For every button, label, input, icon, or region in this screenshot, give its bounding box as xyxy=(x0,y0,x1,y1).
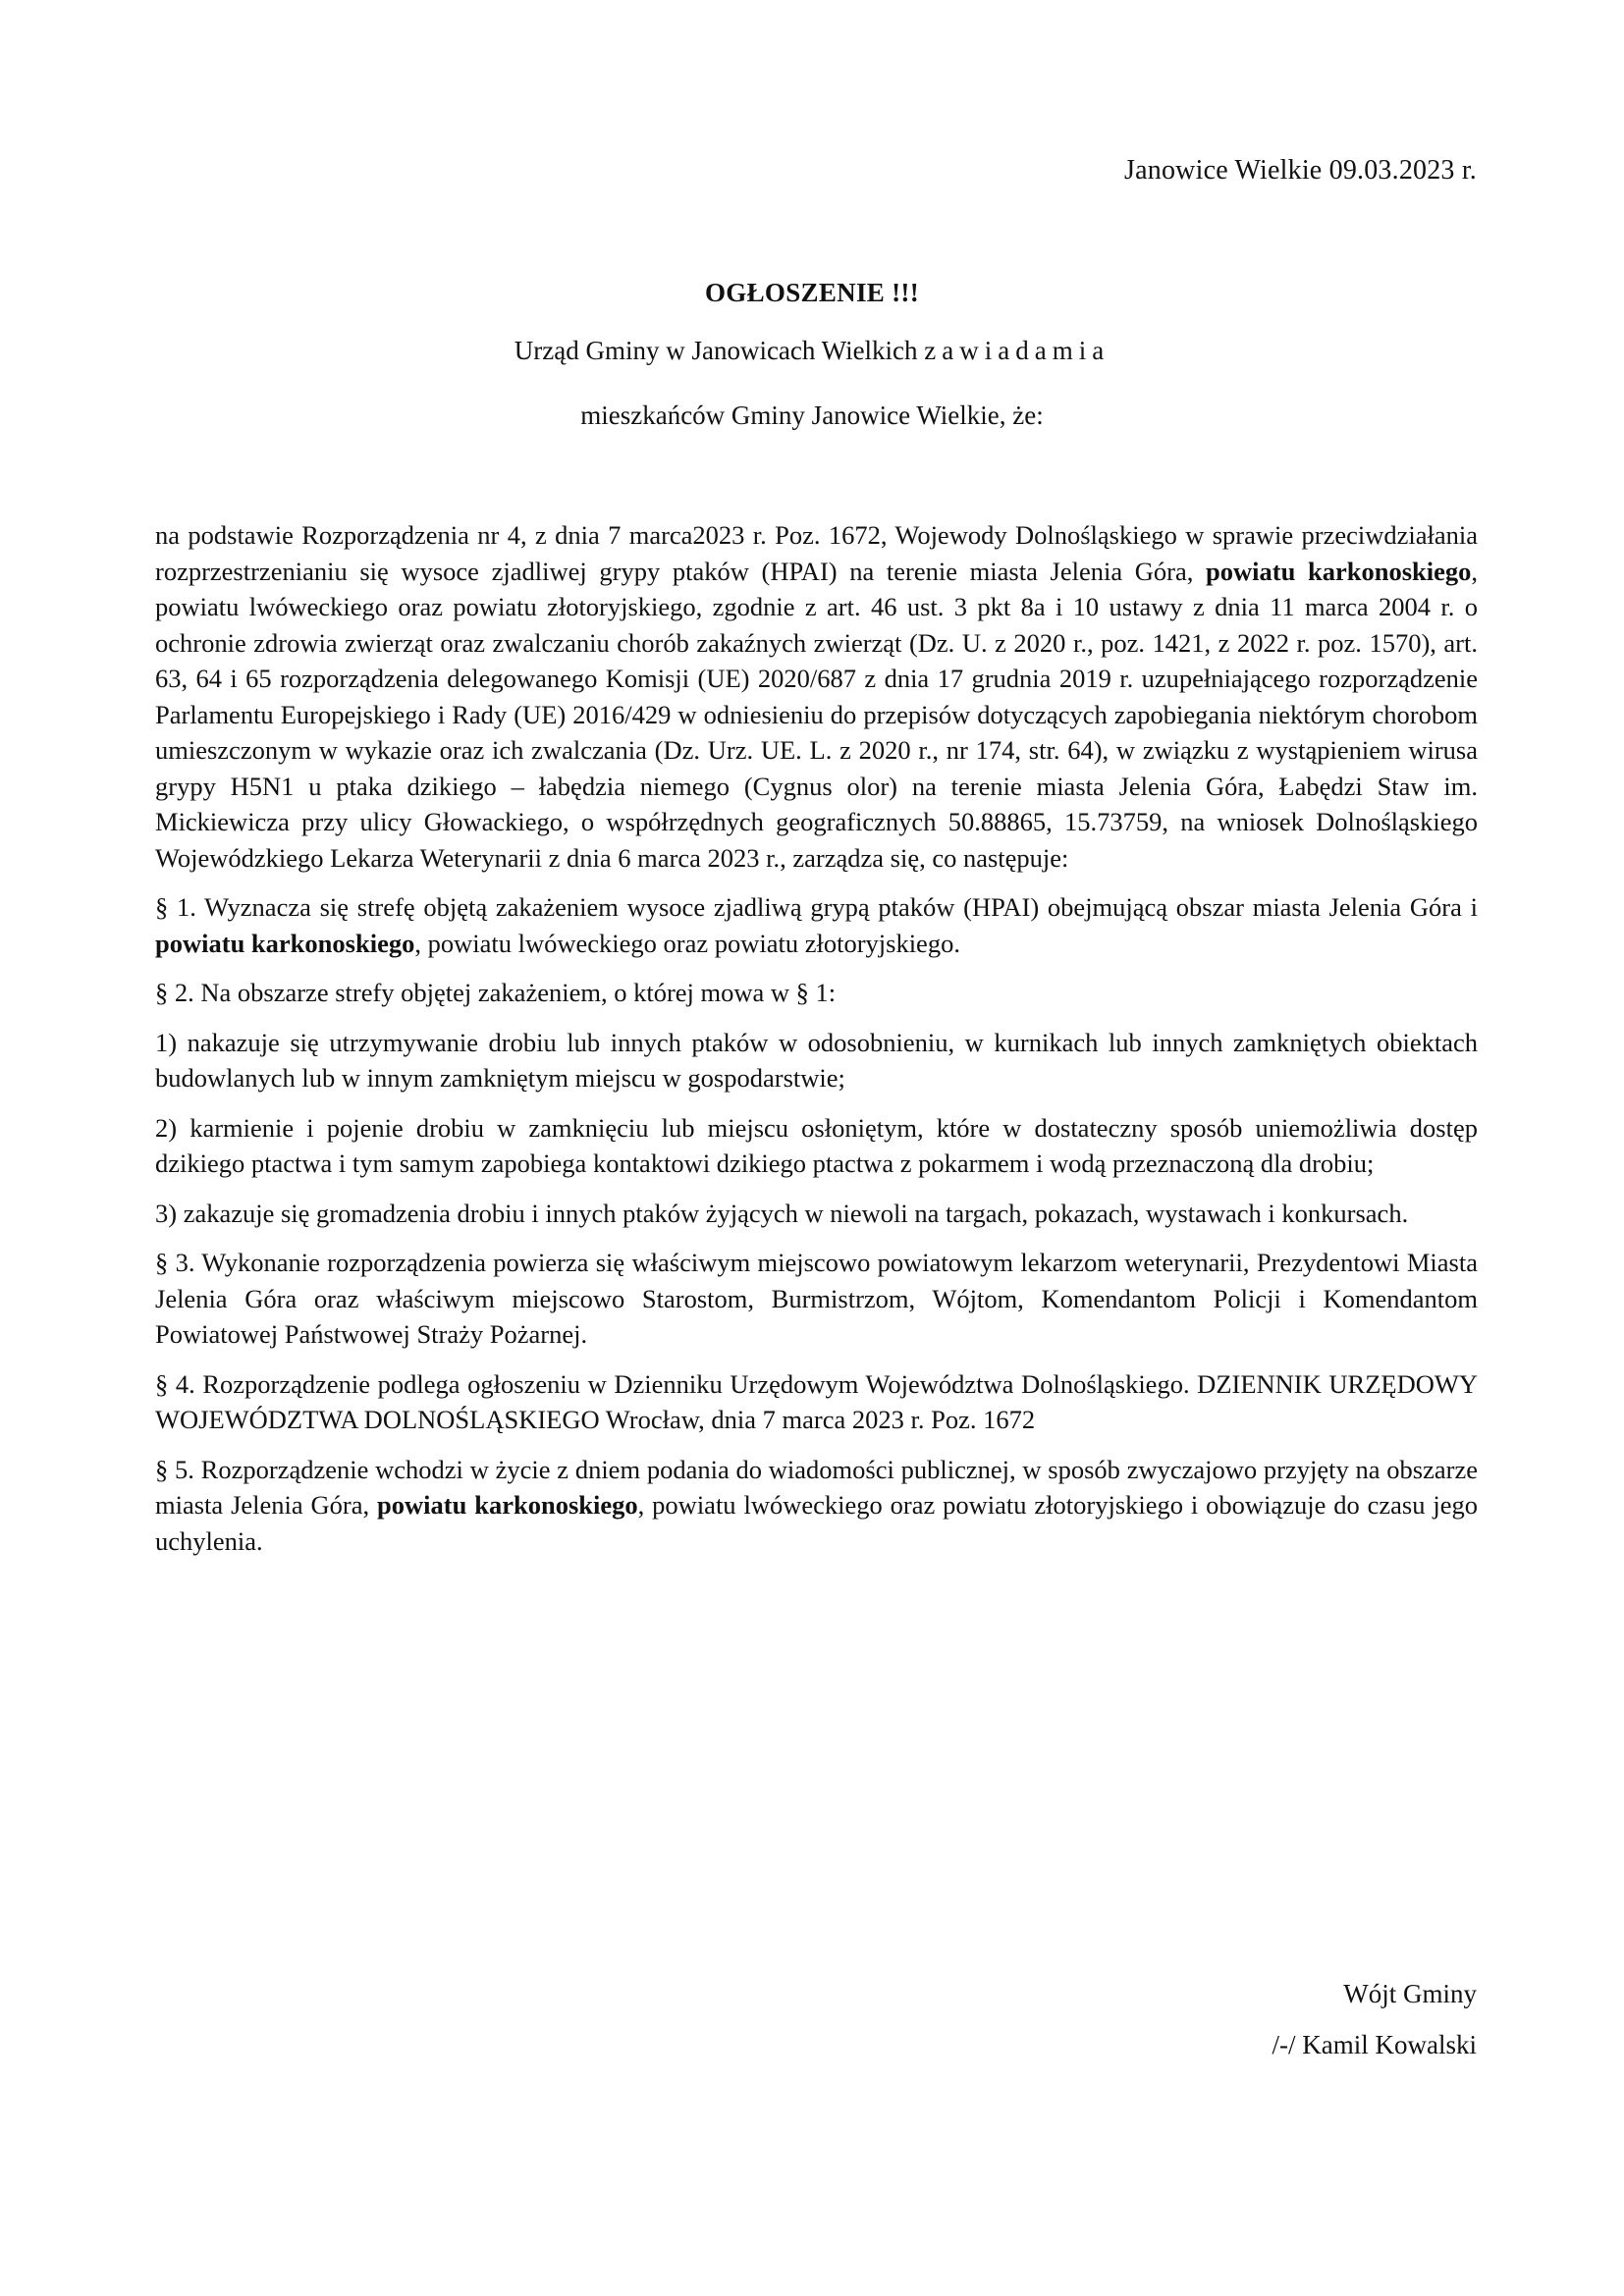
paragraph-1 xyxy=(155,889,1478,961)
paragraph-5-bold-county: powiatu karkonoskiego xyxy=(377,1490,638,1520)
signature-name: /-/ Kamil Kowalski xyxy=(1272,2030,1477,2059)
paragraph-1-text-2: , powiatu lwóweckiego oraz powiatu złotoryjskiego. xyxy=(414,928,960,958)
announcement-title: OGŁOSZENIE !!! xyxy=(705,278,919,307)
intro-text-1: na podstawie Rozporządzenia nr 4, z dnia 7 marca2023 r. Poz. 1672, Wojewody Dolnośląskiego w sprawie przeciwdziałania rozprzestrzenianiu się wysoce zjadliwej grypy ptaków (HPAI) na terenie miasta Jelenia Góra, xyxy=(155,520,1478,586)
addressees-line: mieszkańców Gminy Janowice Wielkie, że: xyxy=(580,400,1044,430)
office-name: Urząd Gminy w Janowicach Wielkich xyxy=(514,336,925,365)
intro-paragraph xyxy=(155,517,1478,876)
paragraph-5-text-2: , powiatu lwóweckiego oraz powiatu złotoryjskiego i obowiązuje do czasu jego uchylenia. xyxy=(155,1490,1478,1556)
paragraph-4: § 4. Rozporządzenie podlega ogłoszeniu w Dzienniku Urzędowym Województwa Dolnośląskiego. DZIENNIK URZĘDOWY WOJEWÓDZTWA DOLNOŚLĄSKIEGO Wrocław, dnia 7 marca 2023 r. Poz. 1672 xyxy=(155,1368,1478,1434)
notifies-word: zawiadamia xyxy=(924,336,1110,365)
paragraph-2: § 2. Na obszarze strefy objętej zakażeniem, o której mowa w § 1: xyxy=(155,978,837,1007)
document-body xyxy=(155,517,1478,1573)
paragraph-1-bold-county: powiatu karkonoskiego xyxy=(155,928,415,958)
list-item-3: 3) zakazuje się gromadzenia drobiu i innych ptaków żyjących w niewoli na targach, pokazach, wystawach i konkursach. xyxy=(155,1198,1409,1228)
intro-bold-county: powiatu karkonoskiego xyxy=(1206,556,1472,586)
announcement-subtitle xyxy=(0,336,1624,366)
list-item-1: 1) nakazuje się utrzymywanie drobiu lub innych ptaków w odosobnieniu, w kurnikach lub innych zamkniętych obiektach budowlanych lub w innym zamkniętym miejscu w gospodarstwie; xyxy=(155,1027,1478,1093)
signature-role: Wójt Gminy xyxy=(1343,1979,1477,2008)
list-item-2: 2) karmienie i pojenie drobiu w zamknięciu lub miejscu osłoniętym, które w dostateczny sposób uniemożliwia dostęp dzikiego ptactwa i tym samym zapobiega kontaktowi dzikiego ptactwa z pokarmem i wodą przeznaczoną dla drobiu; xyxy=(155,1112,1478,1178)
paragraph-5-text-1: § 5. Rozporządzenie wchodzi w życie z dniem podania do wiadomości publicznej, w sposób zwyczajowo przyjęty na obszarze miasta Jelenia Góra, xyxy=(155,1454,1478,1520)
paragraph-1-text-1: § 1. Wyznacza się strefę objętą zakażeniem wysoce zjadliwą grypą ptaków (HPAI) obejmującą obszar miasta Jelenia Góra i xyxy=(155,892,1478,922)
intro-text-2: , powiatu lwóweckiego oraz powiatu złotoryjskiego, zgodnie z art. 46 ust. 3 pkt 8a i 10 ustawy z dnia 11 marca 2004 r. o ochronie zdrowia zwierząt oraz zwalczaniu chorób zakaźnych zwierząt (Dz. U. z 2020 r., poz. 1421, z 2022 r. poz. 1570), art. 63, 64 i 65 rozporządzenia delegowanego Komisji (UE) 2020/687 z dnia 17 grudnia 2019 r. uzupełniającego rozporządzenie Parlamentu Europejskiego i Rady (UE) 2016/429 w odniesieniu do przepisów dotyczących zapobiegania niektórym chorobom umieszczonym w wykazie oraz ich zwalczania (Dz. Urz. UE. L. z 2020 r., nr 174, str. 64), w związku z wystąpieniem wirusa grypy H5N1 u ptaka dzikiego – łabędzia niemego (Cygnus olor) na terenie miasta Jelenia Góra, Łabędzi Staw im. Mickiewicza przy ulicy Głowackiego, o współrzędnych geograficznych 50.88865, 15.73759, na wniosek Dolnośląskiego Wojewódzkiego Lekarza Weterynarii z dnia 6 marca 2023 r., zarządza się, co następuje: xyxy=(155,556,1478,873)
paragraph-3: § 3. Wykonanie rozporządzenia powierza się właściwym miejscowo powiatowym lekarzom weterynarii, Prezydentowi Miasta Jelenia Góra oraz właściwym miejscowo Starostom, Burmistrzom, Wójtom, Komendantom Policji i Komendantom Powiatowej Państwowej Straży Pożarnej. xyxy=(155,1248,1478,1349)
place-date: Janowice Wielkie 09.03.2023 r. xyxy=(1124,155,1477,186)
paragraph-5 xyxy=(155,1452,1478,1560)
